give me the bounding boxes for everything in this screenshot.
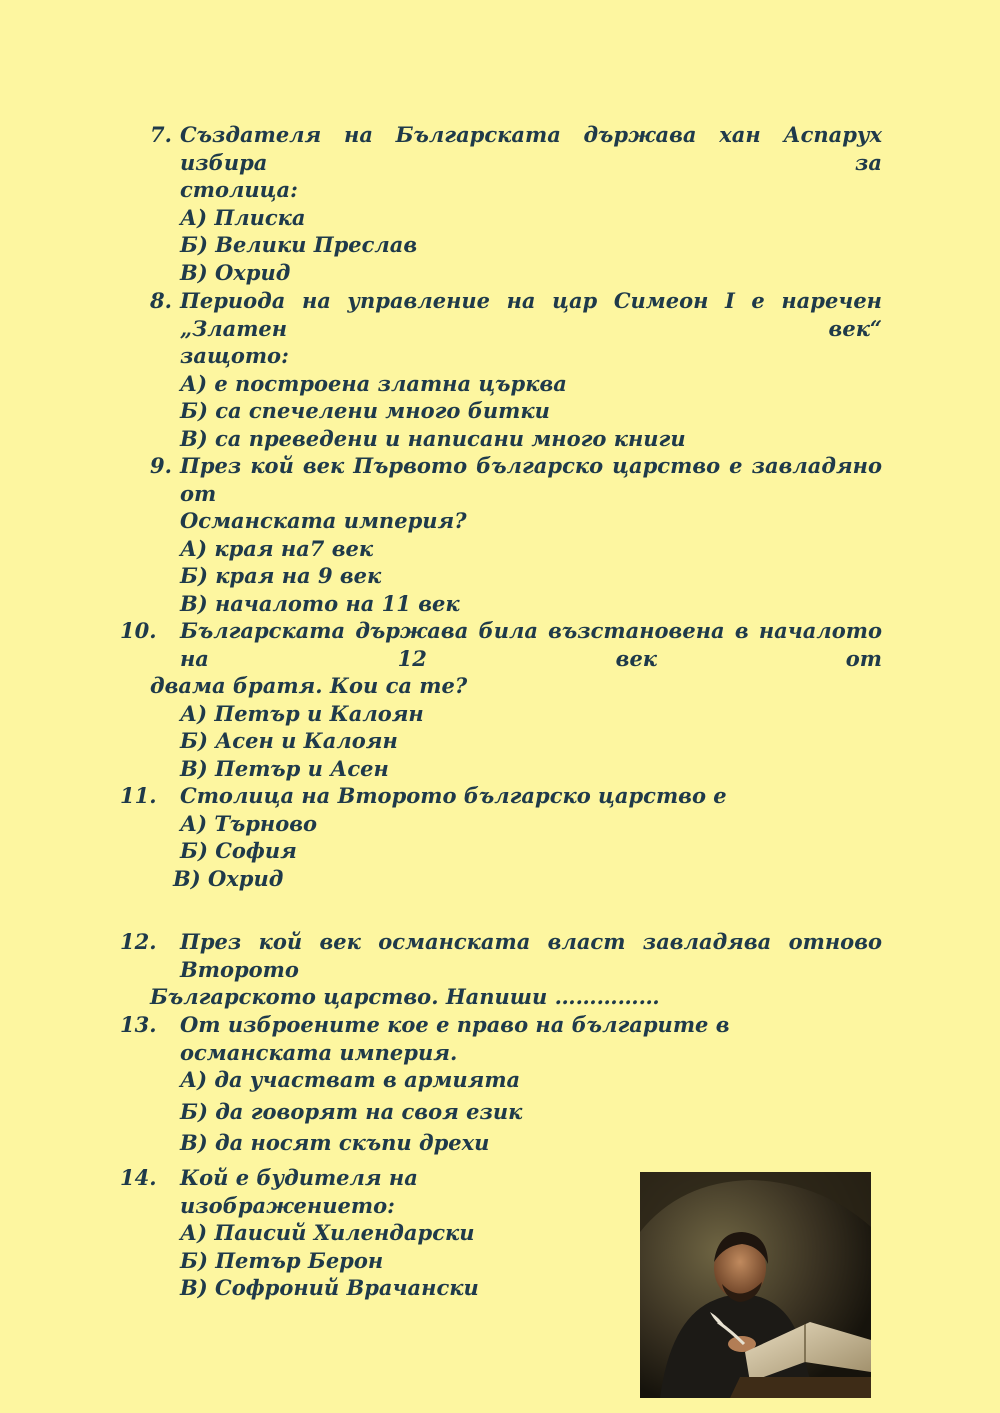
question-text: Столица на Второто българско царство е [180, 783, 727, 808]
question-13 [120, 1011, 882, 1157]
question-number: 9. [150, 453, 172, 478]
question-number: 11. [120, 783, 157, 808]
option-b[interactable]: Б) да говорят на своя език [180, 1098, 523, 1124]
question-number: 12. [120, 929, 157, 954]
question-text-continued: столица: [180, 177, 298, 202]
option-c[interactable]: В) са преведени и написани много книги [180, 425, 686, 451]
option-a[interactable]: А) е построена златна църква [180, 370, 567, 396]
question-text-continued: Българското царство. Напиши …………… [150, 984, 660, 1009]
question-text: Българската държава била възстановена в началото на 12 век от [180, 618, 882, 671]
option-a[interactable]: А) Петър и Калоян [180, 700, 424, 726]
question-text: През кой век Първото българско царство е завладяно от [180, 453, 882, 506]
question-text: От изброените кое е право на българите в османската империя. [180, 1012, 730, 1065]
option-a[interactable]: А) края на7 век [180, 535, 374, 561]
option-c[interactable]: В) Охрид [180, 259, 291, 285]
option-c[interactable]: В) Охрид [173, 865, 284, 891]
monk-writing-painting [640, 1172, 871, 1398]
question-10 [120, 617, 882, 782]
option-b[interactable]: Б) София [180, 838, 297, 863]
question-12 [120, 928, 882, 1011]
question-text: Периода на управление на цар Симеон I е наречен „Златен век“ [180, 288, 882, 341]
option-b[interactable]: Б) Петър Берон [180, 1247, 384, 1273]
option-a[interactable]: А) да участват в армията [180, 1067, 521, 1092]
option-c[interactable]: В) Софроний Врачански [180, 1275, 479, 1300]
question-text-continued: двама братя. Кои са те? [150, 673, 468, 698]
question-number: 14. [120, 1165, 157, 1190]
option-a[interactable]: А) Плиска [180, 204, 306, 230]
question-number: 13. [120, 1012, 157, 1037]
option-a[interactable]: А) Паисий Хилендарски [180, 1220, 475, 1245]
option-c[interactable]: В) да носят скъпи дрехи [180, 1130, 490, 1155]
question-text: Създателя на Българската държава хан Аспарух избира за [180, 122, 882, 175]
question-11 [120, 782, 882, 892]
question-text-continued: Османската империя? [180, 508, 467, 533]
question-14 [120, 1164, 620, 1302]
question-text-continued: защото: [180, 343, 289, 368]
question-text: През кой век османската власт завладява отново Второто [180, 929, 882, 982]
option-a[interactable]: А) Търново [180, 810, 318, 836]
question-number: 7. [150, 122, 172, 147]
question-8 [150, 287, 882, 452]
question-9 [150, 452, 882, 617]
option-b[interactable]: Б) Велики Преслав [180, 232, 418, 257]
question-text: Кой е будителя на изображението: [180, 1165, 418, 1218]
option-b[interactable]: Б) са спечелени много битки [180, 398, 550, 423]
question-7 [150, 121, 882, 286]
option-c[interactable]: В) Петър и Асен [180, 755, 389, 781]
option-b[interactable]: Б) края на 9 век [180, 563, 382, 588]
option-c[interactable]: В) началото на 11 век [180, 590, 460, 616]
question-number: 10. [120, 618, 157, 643]
option-b[interactable]: Б) Асен и Калоян [180, 728, 398, 753]
question-number: 8. [150, 288, 172, 313]
